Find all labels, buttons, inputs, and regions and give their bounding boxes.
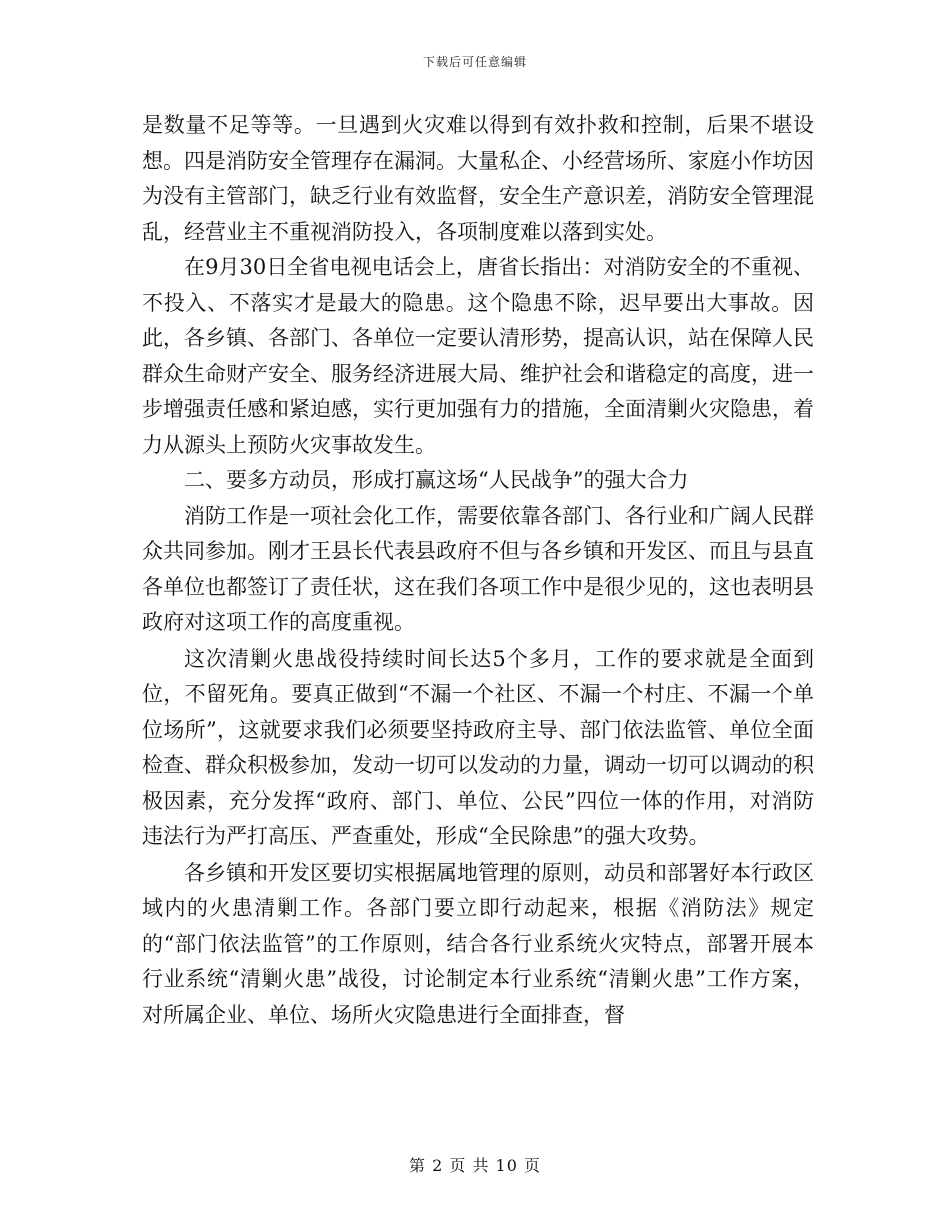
- page-label-middle: 页 共: [449, 1156, 490, 1175]
- paragraph: 是数量不足等等。一旦遇到火灾难以得到有效扑救和控制，后果不堪设想。四是消防安全管理存在漏洞。大量私企、小经营场所、家庭小作坊因为没有主管部门，缺乏行业有效监督，安全生产意识差，消防安全管理混乱，经营业主不重视消防投入，各项制度难以落到实处。: [142, 113, 814, 244]
- paragraph: 各乡镇和开发区要切实根据属地管理的原则，动员和部署好本行政区域内的火患清剿工作。各部门要立即行动起来，根据《消防法》规定的“部门依法监管”的工作原则，结合各行业系统火灾特点，部署开展本行业系统“清剿火患”战役，讨论制定本行业系统“清剿火患”工作方案，对所属企业、单位、场所火灾隐患进行全面排查，督: [142, 860, 814, 1027]
- page-footer: [0, 1153, 950, 1176]
- page-number: 2: [432, 1156, 444, 1175]
- page-label-suffix: 页: [524, 1156, 542, 1175]
- paragraph: 消防工作是一项社会化工作，需要依靠各部门、各行业和广阔人民群众共同参加。刚才王县长代表县政府不但与各乡镇和开发区、而且与县直各单位也都签订了责任状，这在我们各项工作中是很少见的，这也表明县政府对这项工作的高度重视。: [142, 503, 814, 634]
- total-pages: 10: [495, 1156, 518, 1175]
- paragraph: 在9月30日全省电视电话会上，唐省长指出：对消防安全的不重视、不投入、不落实才是最大的隐患。这个隐患不除，迟早要出大事故。因此，各乡镇、各部门、各单位一定要认清形势，提高认识，站在保障人民群众生命财产安全、服务经济进展大局、维护社会和谐稳定的高度，进一步增强责任感和紧迫感，实行更加强有力的措施，全面清剿火灾隐患，着力从源头上预防火灾事故发生。: [142, 255, 814, 457]
- header-text: 下载后可任意编辑: [422, 55, 527, 69]
- paragraph: 这次清剿火患战役持续时间长达5个多月，工作的要求就是全面到位，不留死角。要真正做到“不漏一个社区、不漏一个村庄、不漏一个单位场所”，这就要求我们必须要坚持政府主导、部门依法监管、单位全面检查、群众积极参加，发动一切可以发动的力量，调动一切可以调动的积极因素，充分发挥“政府、部门、单位、公民”四位一体的作用，对消防违法行为严打高压、严查重处，形成“全民除患”的强大攻势。: [142, 646, 814, 848]
- page-label-prefix: 第: [408, 1156, 426, 1175]
- section-heading: 二、要多方动员，形成打赢这场“人民战争”的强大合力: [184, 468, 689, 492]
- page-header: [0, 53, 950, 70]
- document-body: [142, 108, 814, 1033]
